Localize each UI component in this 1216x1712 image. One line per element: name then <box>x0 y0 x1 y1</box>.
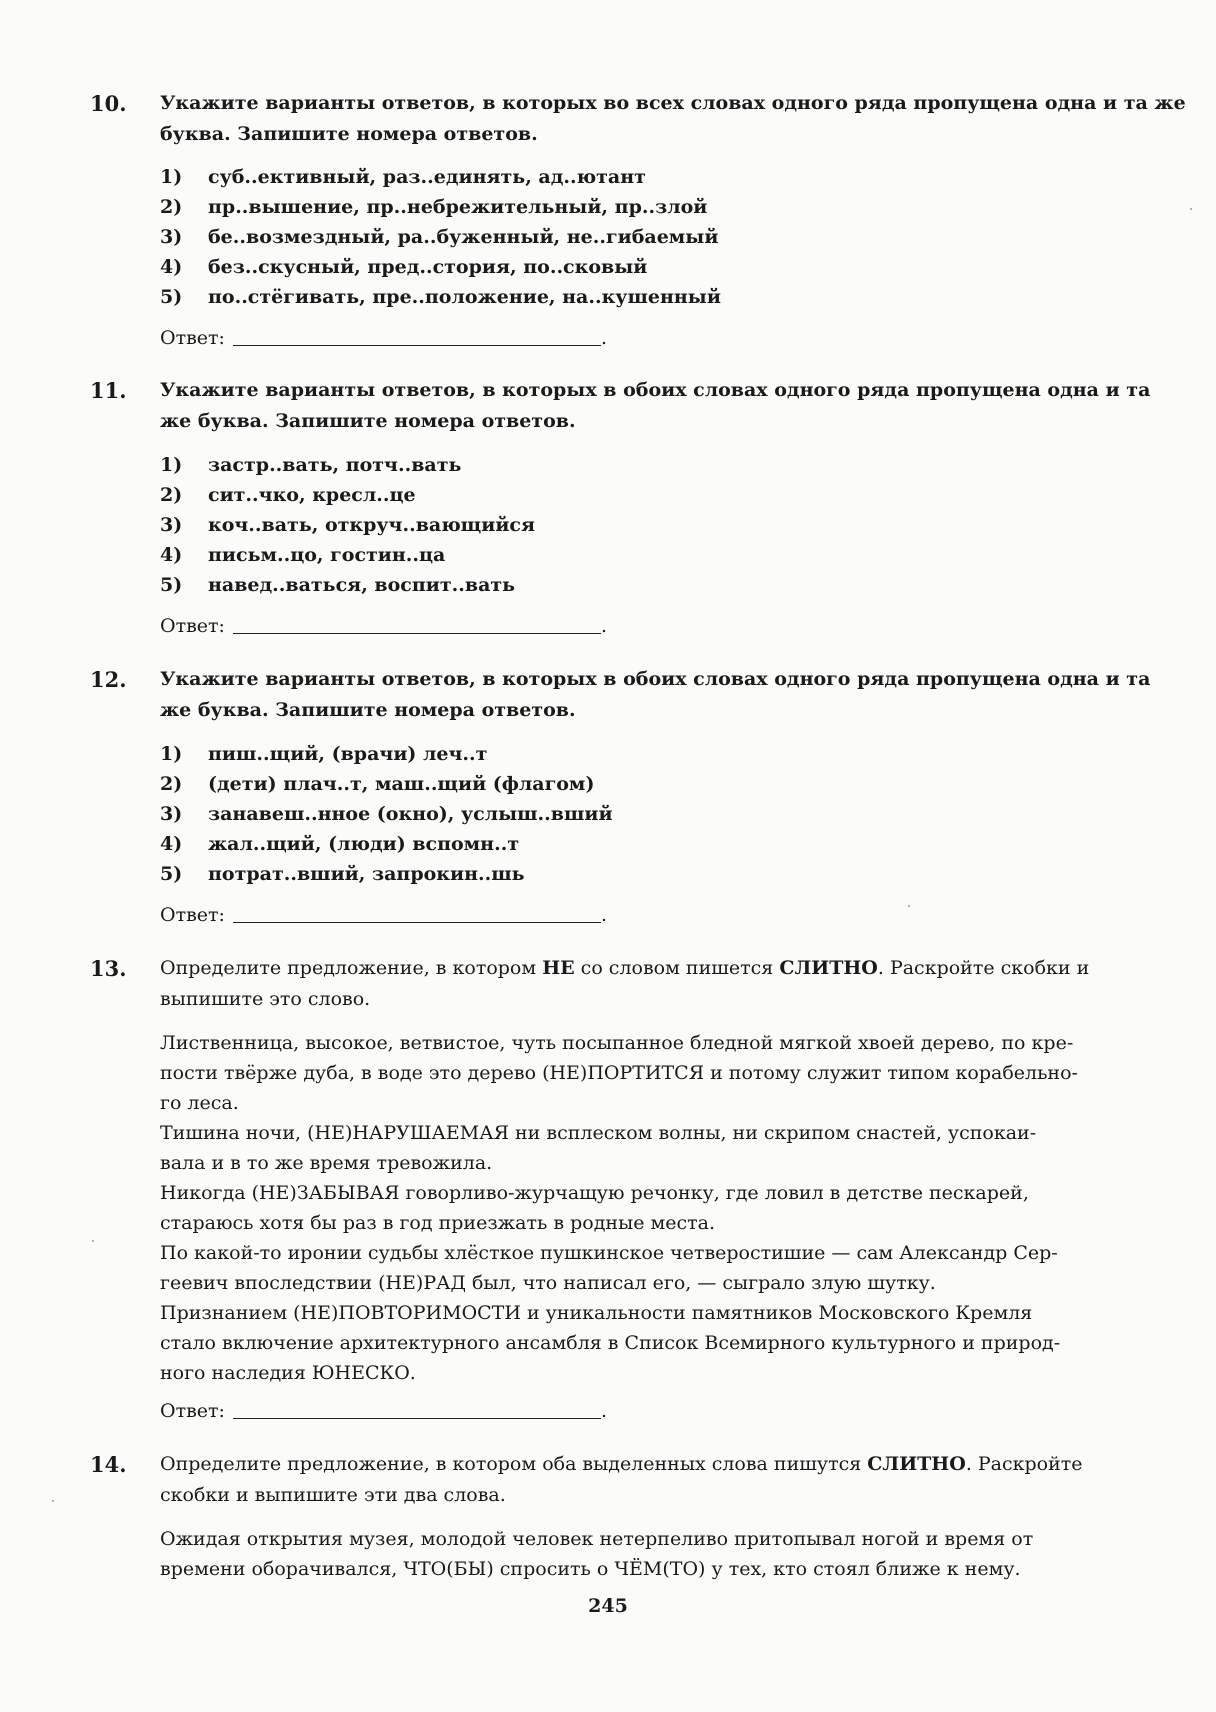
answer-end: . <box>600 615 607 637</box>
prompt-text: Определите предложение, в котором оба выделенных слова пишутся <box>160 1453 868 1475</box>
option-item <box>160 829 613 859</box>
option-number: 5) <box>160 863 183 885</box>
scan-speck <box>52 1500 54 1502</box>
prompt-text: со словом пишется <box>574 957 780 979</box>
options-list <box>160 162 721 312</box>
option-text: без..скусный, пред..стория, по..сковый <box>208 256 648 278</box>
answer-row <box>160 899 607 931</box>
option-text: коч..вать, откруч..вающийся <box>208 514 536 536</box>
scan-speck <box>1190 208 1192 210</box>
option-number: 5) <box>160 286 183 308</box>
option-number: 4) <box>160 833 183 855</box>
sentences-block <box>160 1524 1190 1584</box>
task-prompt: Укажите варианты ответов, в которых в обоих словах одного ряда пропущена одна и та же буква. Запишите номера ответов. <box>160 668 1151 721</box>
prompt-keyword: НЕ <box>542 957 575 979</box>
option-item <box>160 859 613 889</box>
answer-field[interactable] <box>233 921 601 923</box>
option-item <box>160 769 613 799</box>
option-item <box>160 192 721 222</box>
option-text: суб..ективный, раз..единять, ад..ютант <box>208 166 646 188</box>
option-text: бе..возмездный, ра..буженный, не..гибаемый <box>208 226 719 248</box>
options-list <box>160 739 613 889</box>
option-item <box>160 252 721 282</box>
answer-label: Ответ: <box>160 904 225 926</box>
option-text: письм..цо, гостин..ца <box>208 544 446 566</box>
option-text: застр..вать, потч..вать <box>208 454 462 476</box>
task-number: 13. <box>90 956 127 981</box>
option-number: 5) <box>160 574 183 596</box>
answer-field[interactable] <box>233 344 601 346</box>
sentence-paragraph: Ожидая открытия музея, молодой человек нетерпеливо притопывал ногой и время от времени оборачивался, ЧТО(БЫ) спросить о ЧЁМ(ТО) у тех, кто стоял ближе к нему. <box>160 1528 1034 1580</box>
options-list <box>160 450 535 600</box>
answer-end: . <box>600 904 607 926</box>
task-prompt <box>160 953 1190 1015</box>
sentence-paragraph: Никогда (НЕ)ЗАБЫВАЯ говорливо-журчащую речонку, где ловил в детстве пескарей, стараюсь хотя бы раз в год приезжать в родные места. <box>160 1182 1029 1234</box>
option-number: 3) <box>160 803 183 825</box>
prompt-text: . Раскройте скобки и выпишите это слово. <box>160 957 1090 1010</box>
option-item <box>160 799 613 829</box>
sentence-paragraph: Тишина ночи, (НЕ)НАРУШАЕМАЯ ни всплеском волны, ни скрипом снастей, успокаи- вала и в то же время тревожила. <box>160 1122 1037 1174</box>
task-prompt: Укажите варианты ответов, в которых во всех словах одного ряда пропущена одна и та же буква. Запишите номера ответов. <box>160 92 1186 145</box>
task-number: 11. <box>90 378 127 403</box>
option-item <box>160 510 535 540</box>
option-text: жал..щий, (люди) вспомн..т <box>208 833 520 855</box>
option-number: 4) <box>160 544 183 566</box>
option-item <box>160 162 721 192</box>
option-item <box>160 282 721 312</box>
answer-field[interactable] <box>233 1417 601 1419</box>
option-item <box>160 570 535 600</box>
answer-label: Ответ: <box>160 327 225 349</box>
task-number: 12. <box>90 667 127 692</box>
scan-speck <box>92 1240 94 1242</box>
option-number: 2) <box>160 484 183 506</box>
option-text: сит..чко, кресл..це <box>208 484 416 506</box>
sentence-paragraph: Признанием (НЕ)ПОВТОРИМОСТИ и уникальности памятников Московского Кремля стало включение архитектурного ансамбля в Список Всемирного культурного и природ- ного наследия ЮНЕСКО. <box>160 1302 1061 1384</box>
option-text: пиш..щий, (врачи) леч..т <box>208 743 488 765</box>
answer-label: Ответ: <box>160 1400 225 1422</box>
task-prompt: Укажите варианты ответов, в которых в обоих словах одного ряда пропущена одна и та же буква. Запишите номера ответов. <box>160 379 1151 432</box>
sentence-paragraph: По какой-то иронии судьбы хлёсткое пушкинское четверостишие — сам Александр Сер- геевич впоследствии (НЕ)РАД был, что написал его, — сыграло злую шутку. <box>160 1242 1058 1294</box>
option-item <box>160 450 535 480</box>
option-item <box>160 222 721 252</box>
option-item <box>160 540 535 570</box>
option-number: 1) <box>160 166 183 188</box>
prompt-keyword: СЛИТНО <box>779 957 878 979</box>
task-prompt <box>160 1449 1190 1511</box>
option-item <box>160 739 613 769</box>
option-item <box>160 480 535 510</box>
option-text: навед..ваться, воспит..вать <box>208 574 516 596</box>
option-number: 1) <box>160 454 183 476</box>
prompt-text: . Раскройте скобки и выпишите эти два слова. <box>160 1453 1083 1506</box>
page-number: 245 <box>588 1595 628 1617</box>
prompt-keyword: СЛИТНО <box>867 1453 966 1475</box>
sentence-paragraph: Лиственница, высокое, ветвистое, чуть посыпанное бледной мягкой хвоей дерево, по кре- пости твёрже дуба, в воде это дерево (НЕ)ПОРТИТСЯ и потому служит типом корабельно- го леса. <box>160 1032 1078 1114</box>
option-number: 4) <box>160 256 183 278</box>
option-number: 1) <box>160 743 183 765</box>
option-text: по..стёгивать, пре..положение, на..кушенный <box>208 286 721 308</box>
prompt-text: Определите предложение, в котором <box>160 957 543 979</box>
sentences-block <box>160 1028 1190 1388</box>
option-number: 2) <box>160 196 183 218</box>
option-number: 3) <box>160 514 183 536</box>
answer-end: . <box>600 327 607 349</box>
option-text: пр..вышение, пр..небрежительный, пр..злой <box>208 196 708 218</box>
answer-row <box>160 610 607 642</box>
scan-speck <box>908 905 910 907</box>
answer-field[interactable] <box>233 632 601 634</box>
option-text: (дети) плач..т, маш..щий (флагом) <box>208 773 595 795</box>
option-text: потрат..вший, запрокин..шь <box>208 863 525 885</box>
answer-end: . <box>600 1400 607 1422</box>
option-number: 3) <box>160 226 183 248</box>
option-number: 2) <box>160 773 183 795</box>
answer-row <box>160 1395 607 1427</box>
task-number: 10. <box>90 91 127 116</box>
answer-row <box>160 322 607 354</box>
task-number: 14. <box>90 1452 127 1477</box>
answer-label: Ответ: <box>160 615 225 637</box>
option-text: занавеш..нное (окно), услыш..вший <box>208 803 613 825</box>
